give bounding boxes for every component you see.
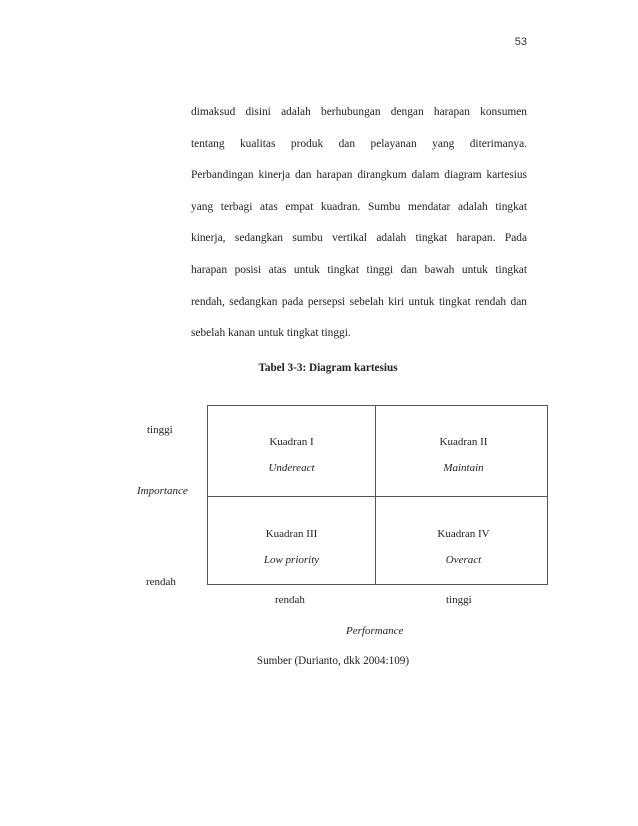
quadrant-name: Maintain	[443, 462, 484, 474]
paragraph-line: Perbandingan kinerja dan harapan dirangkum dalam diagram kartesius	[191, 169, 527, 182]
paragraph-line: sebelah kanan untuk tingkat tinggi.	[191, 327, 351, 340]
page-number: 53	[514, 36, 527, 48]
quadrant-2	[380, 436, 547, 474]
x-axis-low-label: rendah	[275, 594, 305, 606]
quadrant-1	[208, 436, 375, 474]
source-citation	[0, 655, 638, 667]
vertical-divider	[375, 406, 376, 584]
quadrant-label: Kuadran IV	[437, 528, 490, 540]
source-text: Sumber (Durianto, dkk 2004:109)	[256, 655, 410, 667]
quadrant-name: Low priority	[263, 554, 320, 566]
paragraph-line: rendah, sedangkan pada persepsi sebelah kiri untuk tingkat rendah dan	[191, 295, 527, 308]
paragraph-line: tentang kualitas produk dan pelayanan yang diterimanya.	[191, 137, 527, 150]
body-paragraph	[191, 104, 527, 357]
quadrant-name: Overact	[445, 554, 482, 566]
paragraph-line: harapan posisi atas untuk tingkat tinggi dan bawah untuk tingkat	[191, 263, 527, 276]
y-axis-low-label: rendah	[146, 576, 176, 588]
x-axis-title: Performance	[346, 625, 404, 637]
paragraph-line: kinerja, sedangkan sumbu vertikal adalah tingkat harapan. Pada	[191, 232, 527, 245]
paragraph-line: yang terbagi atas empat kuadran. Sumbu mendatar adalah tingkat	[191, 200, 527, 213]
y-axis-high-label: tinggi	[147, 424, 173, 436]
x-axis-high-label: tinggi	[446, 594, 472, 606]
table-caption	[0, 362, 638, 374]
quadrant-label: Kuadran III	[265, 528, 318, 540]
quadrant-4	[380, 528, 547, 566]
cartesian-diagram	[207, 405, 548, 585]
quadrant-name: Undereact	[268, 462, 315, 474]
quadrant-label: Kuadran II	[439, 436, 488, 448]
y-axis-title: Importance	[137, 485, 188, 497]
horizontal-divider	[208, 496, 547, 497]
table-caption-text: Tabel 3-3: Diagram kartesius	[258, 362, 398, 374]
paragraph-line: dimaksud disini adalah berhubungan dengan harapan konsumen	[191, 106, 527, 118]
quadrant-label: Kuadran I	[269, 436, 314, 448]
quadrant-3	[208, 528, 375, 566]
